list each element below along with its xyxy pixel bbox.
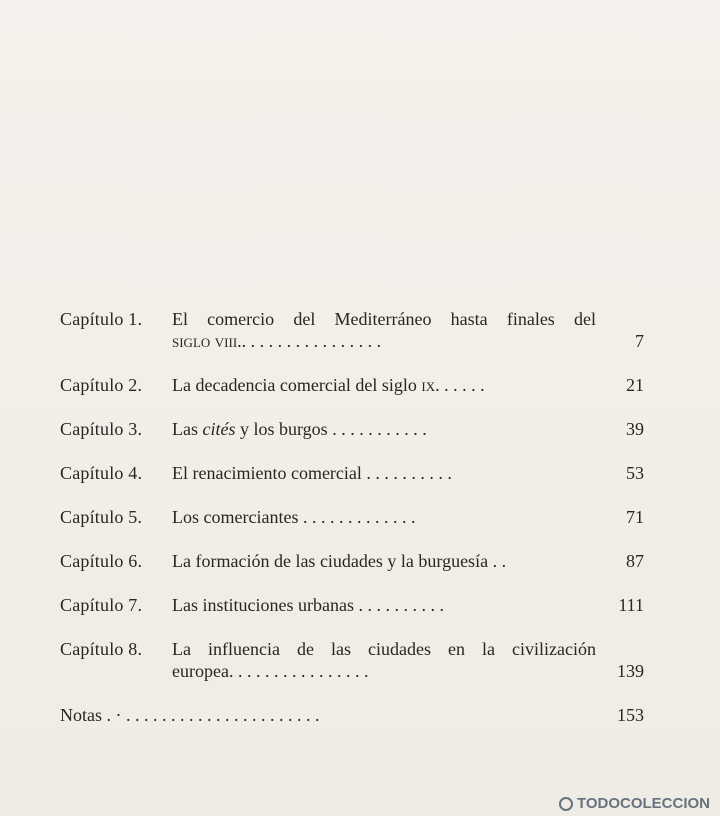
page-number: 39: [626, 419, 644, 439]
leader-dots: . · . . . . . . . . . . . . . . . . . . . . . .: [102, 705, 320, 725]
chapter-title-line: siglo viii.: [172, 331, 242, 351]
toc-entry-chapter-1: [60, 308, 644, 352]
chapter-title-line: Las cités y los burgos: [172, 419, 328, 439]
leader-dots: . . . . . . . . . . . . .: [298, 507, 416, 527]
chapter-title: [172, 418, 596, 440]
page-number: 7: [635, 331, 644, 351]
page-number: 53: [626, 463, 644, 483]
page-number: 71: [626, 507, 644, 527]
notes-label: Notas: [60, 705, 102, 725]
toc-entry-chapter-7: [60, 594, 644, 616]
leader-dots: . . . . . . . . . .: [353, 595, 444, 615]
leader-dots: . . . . . . . . . . .: [327, 419, 427, 439]
leader-dots: . . . . .: [439, 375, 485, 395]
chapter-label: Capítulo 5.: [60, 507, 143, 527]
notes-title: [60, 704, 596, 726]
chapter-title: [172, 550, 596, 572]
chapter-title: [172, 506, 596, 528]
watermark-text: TODOCOLECCION: [576, 795, 710, 812]
toc-entry-chapter-6: [60, 550, 644, 572]
page-number: 21: [626, 375, 644, 395]
chapter-title-line: La decadencia comercial del siglo ix.: [172, 375, 440, 395]
chapter-title: [172, 638, 596, 682]
chapter-label: Capítulo 1.: [60, 309, 143, 329]
chapter-label: Capítulo 6.: [60, 551, 143, 571]
chapter-label: Capítulo 7.: [60, 595, 143, 615]
toc-entry-chapter-8: [60, 638, 644, 682]
page-number: 153: [617, 705, 644, 725]
page-number: 139: [617, 661, 644, 681]
chapter-title: [172, 308, 596, 352]
toc-entry-chapter-2: [60, 374, 644, 396]
chapter-title-line: La influencia de las ciudades en la civilización: [172, 639, 596, 659]
chapter-title-line: El renacimiento comercial: [172, 463, 362, 483]
watermark: [559, 795, 710, 812]
toc-entry-chapter-5: [60, 506, 644, 528]
leader-dots: . . . . . . . . . . . . . . . .: [241, 331, 382, 351]
chapter-title-line: El comercio del Mediterráneo hasta finales del: [172, 309, 596, 329]
watermark-logo-icon: [559, 797, 573, 811]
toc-entry-chapter-3: [60, 418, 644, 440]
chapter-title-line: Los comerciantes: [172, 507, 299, 527]
toc-entry-notes: [60, 704, 644, 726]
chapter-title-line: Las instituciones urbanas: [172, 595, 354, 615]
page-number: 87: [626, 551, 644, 571]
chapter-label: Capítulo 2.: [60, 375, 143, 395]
chapter-label: Capítulo 3.: [60, 419, 143, 439]
leader-dots: . .: [488, 551, 507, 571]
chapter-title-line: europea.: [172, 661, 234, 681]
leader-dots: . . . . . . . . . .: [361, 463, 452, 483]
leader-dots: . . . . . . . . . . . . . . .: [233, 661, 369, 681]
table-of-contents: [60, 308, 644, 748]
chapter-title: [172, 594, 596, 616]
page-number: 111: [618, 595, 644, 615]
chapter-title: [172, 374, 596, 396]
chapter-title-line: La formación de las ciudades y la burguesía: [172, 551, 489, 571]
chapter-title: [172, 462, 596, 484]
toc-entry-chapter-4: [60, 462, 644, 484]
chapter-label: Capítulo 4.: [60, 463, 143, 483]
chapter-label: Capítulo 8.: [60, 639, 143, 659]
